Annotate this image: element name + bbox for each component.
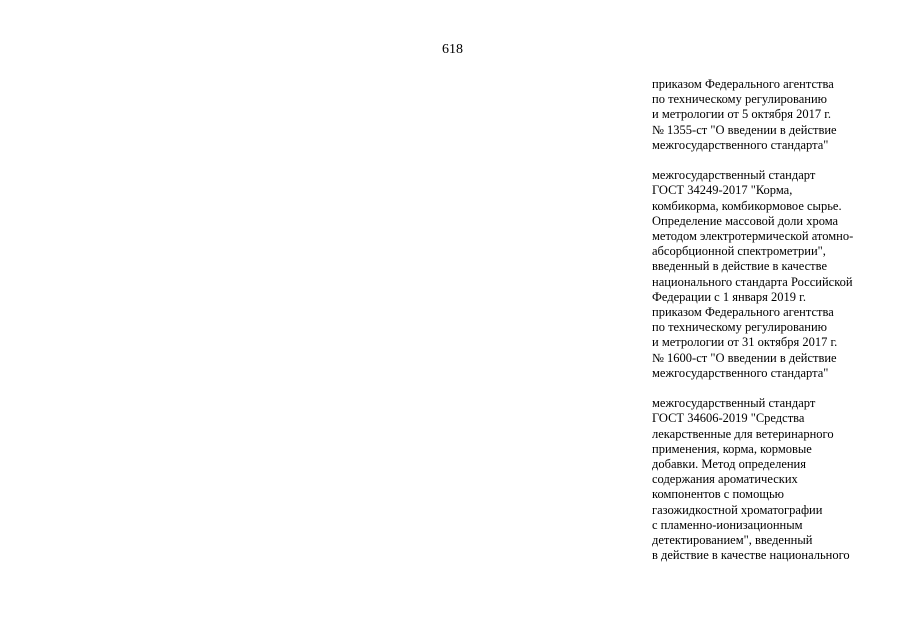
- text-line: детектированием", введенный: [652, 533, 813, 548]
- text-line: в действие в качестве национального: [652, 548, 850, 563]
- text-line: газожидкостной хроматографии: [652, 502, 823, 517]
- text-line: приказом Федерального агентства: [652, 305, 834, 320]
- text-line: содержания ароматических: [652, 472, 798, 487]
- text-line: Федерации с 1 января 2019 г.: [652, 289, 807, 304]
- text-block: [652, 396, 892, 563]
- text-line: применения, корма, кормовые: [652, 441, 812, 456]
- text-line: по техническому регулированию: [652, 92, 828, 107]
- text-line: межгосударственного стандарта": [652, 137, 829, 152]
- text-line: абсорбционной спектрометрии",: [652, 244, 826, 259]
- text-line: приказом Федерального агентства: [652, 77, 834, 91]
- text-line: национального стандарта Российской: [652, 274, 853, 289]
- text-line: № 1600-ст "О введении в действие: [652, 350, 837, 365]
- text-line: и метрологии от 31 октября 2017 г.: [652, 335, 838, 350]
- text-line: ГОСТ 34249-2017 "Корма,: [652, 183, 793, 198]
- text-line: добавки. Метод определения: [652, 457, 806, 472]
- text-line: межгосударственный стандарт: [652, 396, 816, 411]
- text-column: [652, 77, 892, 579]
- text-line: введенный в действие в качестве: [652, 259, 828, 274]
- page-number: 618: [442, 42, 463, 57]
- text-line: и метрологии от 5 октября 2017 г.: [652, 107, 832, 122]
- text-line: компонентов с помощью: [652, 487, 785, 502]
- text-line: лекарственные для ветеринарного: [652, 426, 834, 441]
- text-line: с пламенно-ионизационным: [652, 517, 803, 532]
- text-line: межгосударственный стандарт: [652, 168, 816, 183]
- text-line: ГОСТ 34606-2019 "Средства: [652, 411, 805, 426]
- text-line: по техническому регулированию: [652, 320, 828, 335]
- text-line: Определение массовой доли хрома: [652, 213, 839, 228]
- text-line: межгосударственного стандарта": [652, 365, 829, 380]
- text-line: методом электротермической атомно-: [652, 229, 854, 244]
- text-block: [652, 168, 892, 381]
- text-line: № 1355-ст "О введении в действие: [652, 122, 837, 137]
- text-line: комбикорма, комбикормовое сырье.: [652, 198, 842, 213]
- text-block: [652, 77, 892, 153]
